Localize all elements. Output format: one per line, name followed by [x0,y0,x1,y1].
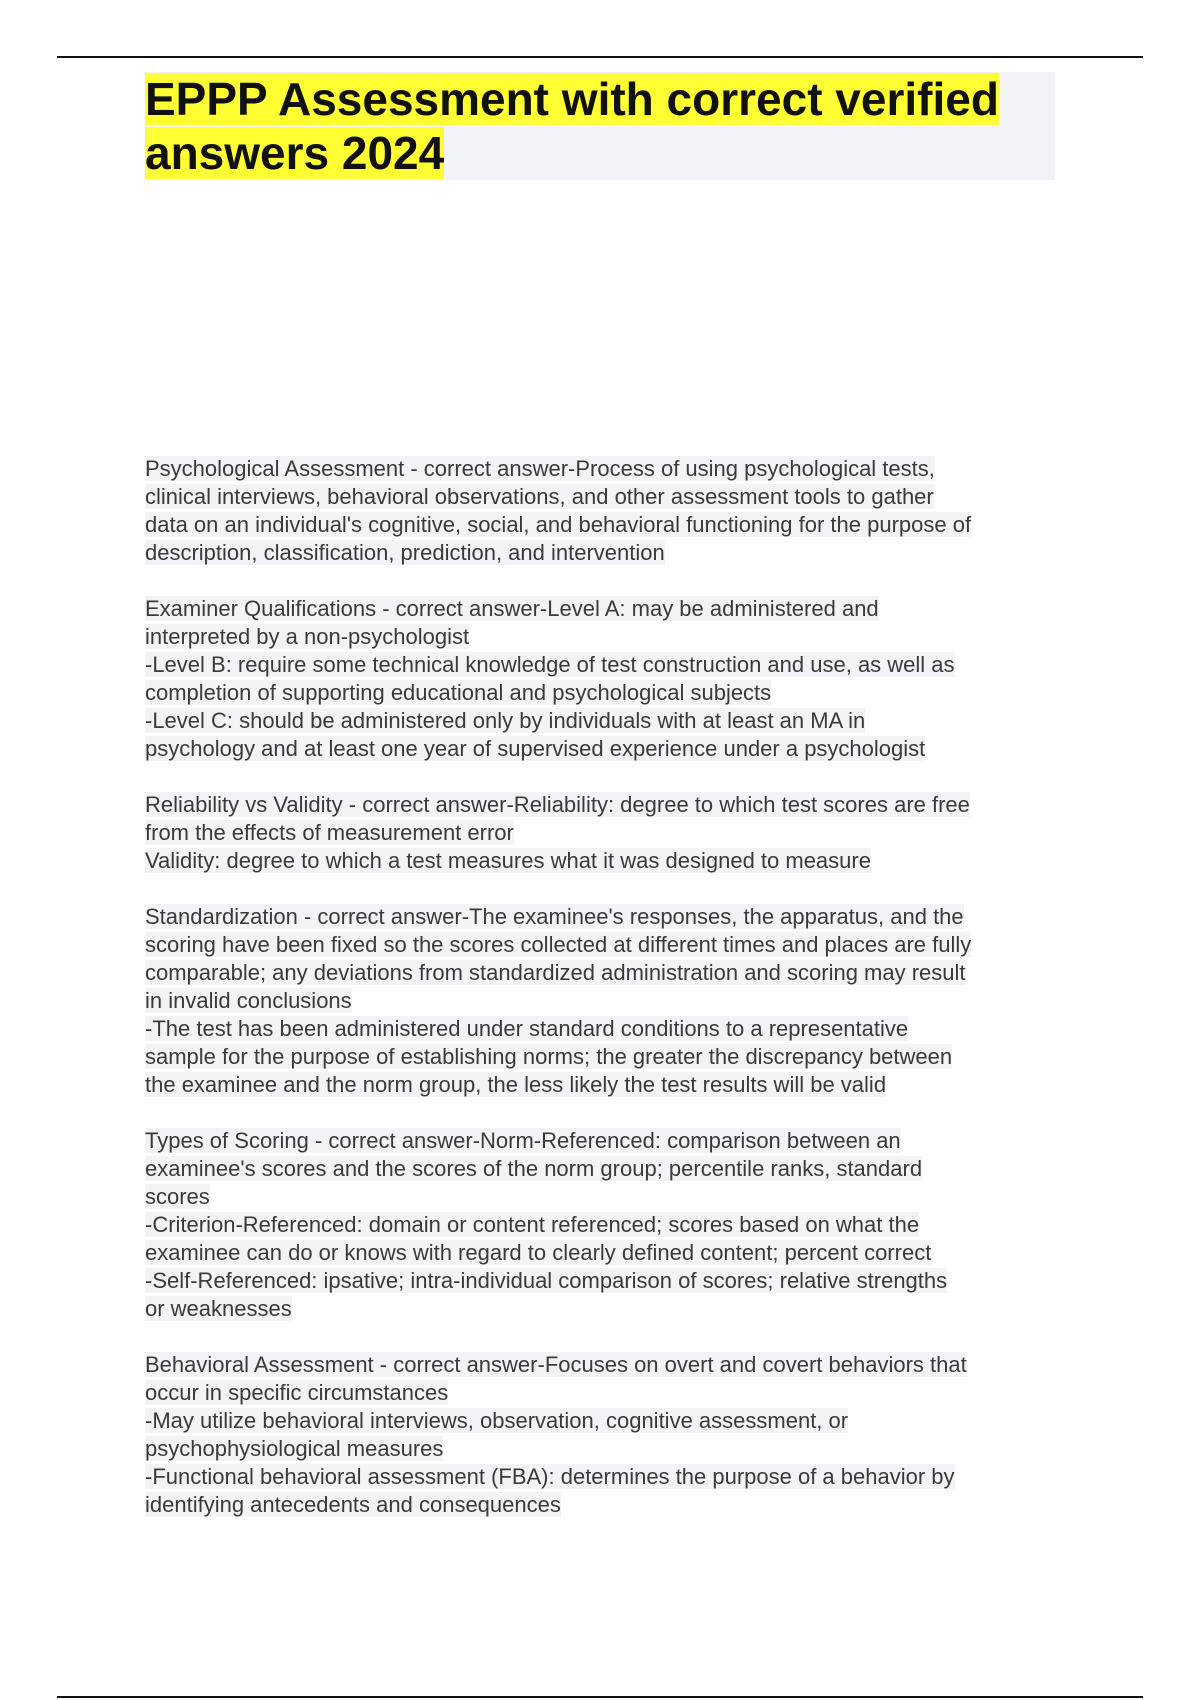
entry-line: the examinee and the norm group, the less likely the test results will be valid [145,1072,887,1097]
entry-standardization [145,903,1060,1099]
entry-line: clinical interviews, behavioral observations, and other assessment tools to gather [145,484,934,509]
entry-line: psychology and at least one year of supervised experience under a psychologist [145,736,926,761]
entry-types-of-scoring [145,1127,1060,1323]
entry-psychological-assessment [145,455,1060,567]
entry-line: -Self-Referenced: ipsative; intra-individual comparison of scores; relative strengths [145,1268,948,1293]
entry-line: psychophysiological measures [145,1436,444,1461]
entry-line: data on an individual's cognitive, social, and behavioral functioning for the purpose of [145,512,972,537]
entry-line: sample for the purpose of establishing norms; the greater the discrepancy between [145,1044,953,1069]
entry-line: -May utilize behavioral interviews, observation, cognitive assessment, or [145,1408,849,1433]
title-line-2: answers 2024 [145,127,445,179]
entry-line: comparable; any deviations from standardized administration and scoring may result [145,960,966,985]
entry-line: examinee can do or knows with regard to clearly defined content; percent correct [145,1240,932,1265]
entry-line: scoring have been fixed so the scores collected at different times and places are fully [145,932,972,957]
entry-line: identifying antecedents and consequences [145,1492,561,1517]
top-rule [57,56,1143,58]
entry-line: -The test has been administered under standard conditions to a representative [145,1016,909,1041]
entry-line: examinee's scores and the scores of the norm group; percentile ranks, standard [145,1156,923,1181]
entry-line: Behavioral Assessment - correct answer-Focuses on overt and covert behaviors that [145,1352,967,1377]
entry-reliability-vs-validity [145,791,1060,875]
document-title [145,72,1055,180]
entry-examiner-qualifications [145,595,1060,763]
entry-line: or weaknesses [145,1296,292,1321]
entry-line: from the effects of measurement error [145,820,514,845]
entry-line: occur in specific circumstances [145,1380,449,1405]
entry-line: -Functional behavioral assessment (FBA): determines the purpose of a behavior by [145,1464,955,1489]
entry-line: Examiner Qualifications - correct answer-Level A: may be administered and [145,596,879,621]
title-line-1: EPPP Assessment with correct verified [145,73,999,125]
entry-line: completion of supporting educational and psychological subjects [145,680,772,705]
entry-line: Standardization - correct answer-The examinee's responses, the apparatus, and the [145,904,964,929]
entry-line: Validity: degree to which a test measures what it was designed to measure [145,848,871,873]
entry-behavioral-assessment [145,1351,1060,1519]
entry-line: -Level C: should be administered only by individuals with at least an MA in [145,708,866,733]
entry-line: Types of Scoring - correct answer-Norm-Referenced: comparison between an [145,1128,901,1153]
entry-line: Psychological Assessment - correct answer-Process of using psychological tests, [145,456,935,481]
entry-line: -Criterion-Referenced: domain or content referenced; scores based on what the [145,1212,920,1237]
entry-line: in invalid conclusions [145,988,352,1013]
entry-line: Reliability vs Validity - correct answer-Reliability: degree to which test scores are free [145,792,970,817]
document-body [145,455,1060,1547]
entry-line: scores [145,1184,210,1209]
entry-line: description, classification, prediction, and intervention [145,540,665,565]
entry-line: interpreted by a non-psychologist [145,624,470,649]
entry-line: -Level B: require some technical knowledge of test construction and use, as well as [145,652,955,677]
bottom-rule [57,1696,1143,1698]
title-block [145,72,1055,180]
